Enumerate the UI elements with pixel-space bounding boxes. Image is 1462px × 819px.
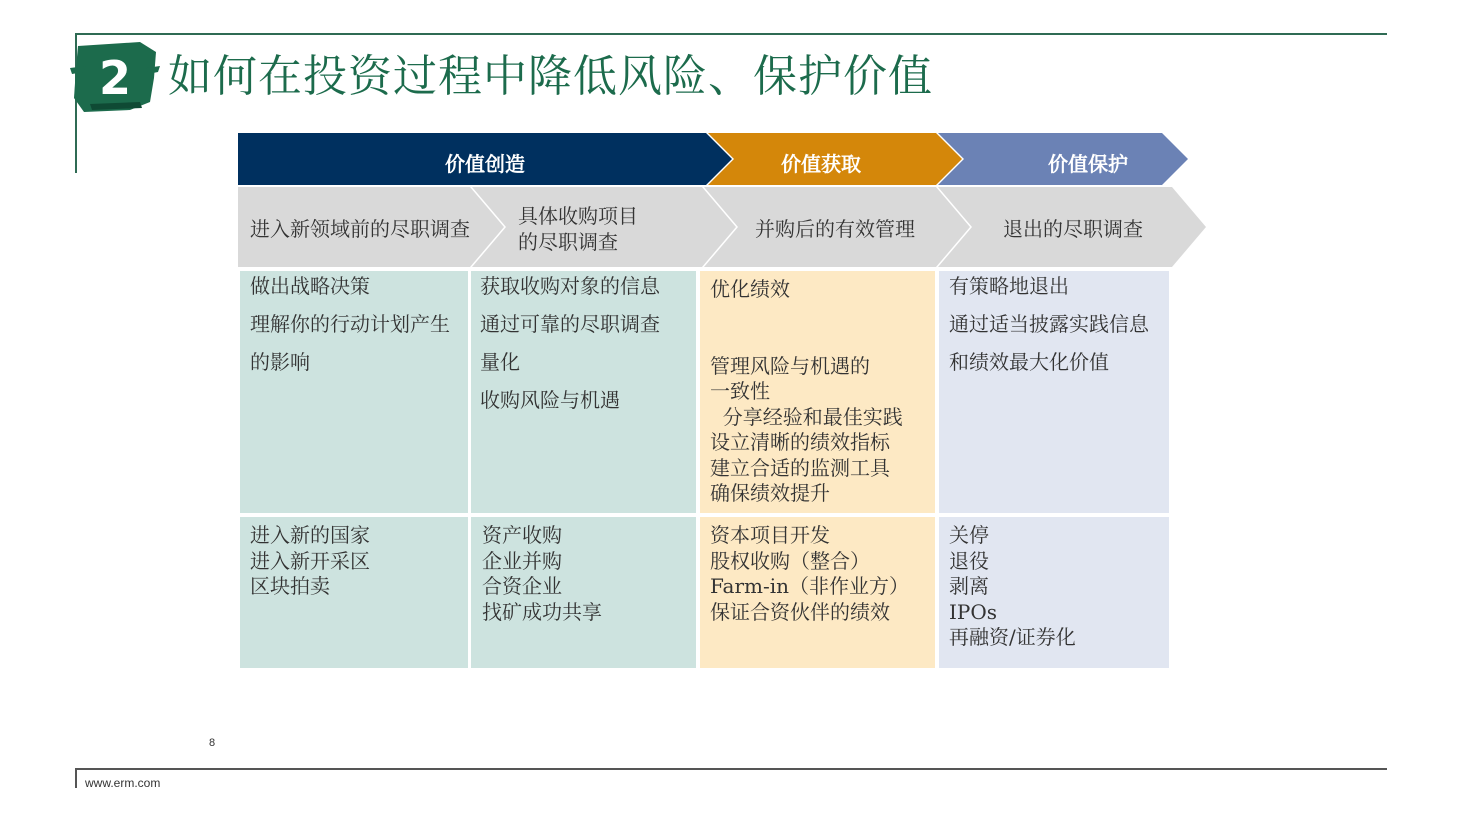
phase-label-creation: 价值创造 bbox=[445, 152, 525, 176]
phase-label-protection: 价值保护 bbox=[1048, 152, 1128, 176]
cell-r2-c1: 进入新的国家 进入新开采区 区块拍卖 bbox=[240, 517, 468, 668]
cell-r1-c2: 获取收购对象的信息 通过可靠的尽职调查 量化 收购风险与机遇 bbox=[471, 271, 696, 513]
cell-r1-c1: 做出战略决策 理解你的行动计划产生 的影响 bbox=[240, 271, 468, 513]
header-rule bbox=[76, 33, 1387, 35]
cell-r2-c4: 关停 退役 剥离 IPOs 再融资/证券化 bbox=[939, 517, 1169, 668]
footer-rule bbox=[76, 768, 1387, 770]
slide-title: 如何在投资过程中降低风险、保护价值 bbox=[168, 51, 933, 102]
stage-label-4: 退出的尽职调查 bbox=[1003, 217, 1143, 241]
stage-label-1: 进入新领域前的尽职调查 bbox=[250, 217, 470, 241]
phase-label-capture: 价值获取 bbox=[781, 152, 861, 176]
section-number: 2 bbox=[98, 51, 132, 105]
cell-r1-c4: 有策略地退出 通过适当披露实践信息 和绩效最大化价值 bbox=[939, 271, 1169, 513]
footer-url: www.erm.com bbox=[85, 776, 161, 790]
page-number: 8 bbox=[209, 737, 216, 749]
footer-vertical-rule bbox=[75, 768, 77, 788]
stage-label-3: 并购后的有效管理 bbox=[755, 217, 915, 241]
cell-r2-c2: 资产收购 企业并购 合资企业 找矿成功共享 bbox=[471, 517, 696, 668]
cell-r2-c3: 资本项目开发 股权收购（整合） Farm-in（非作业方） 保证合资伙伴的绩效 bbox=[700, 517, 935, 668]
cell-r1-c3: 优化绩效 管理风险与机遇的 一致性 分享经验和最佳实践 设立清晰的绩效指标 建立合适的监测工具 确保绩效提升 bbox=[700, 271, 935, 513]
stage-label-2: 具体收购项目 的尽职调查 bbox=[518, 204, 638, 254]
section-number-badge bbox=[70, 38, 160, 114]
